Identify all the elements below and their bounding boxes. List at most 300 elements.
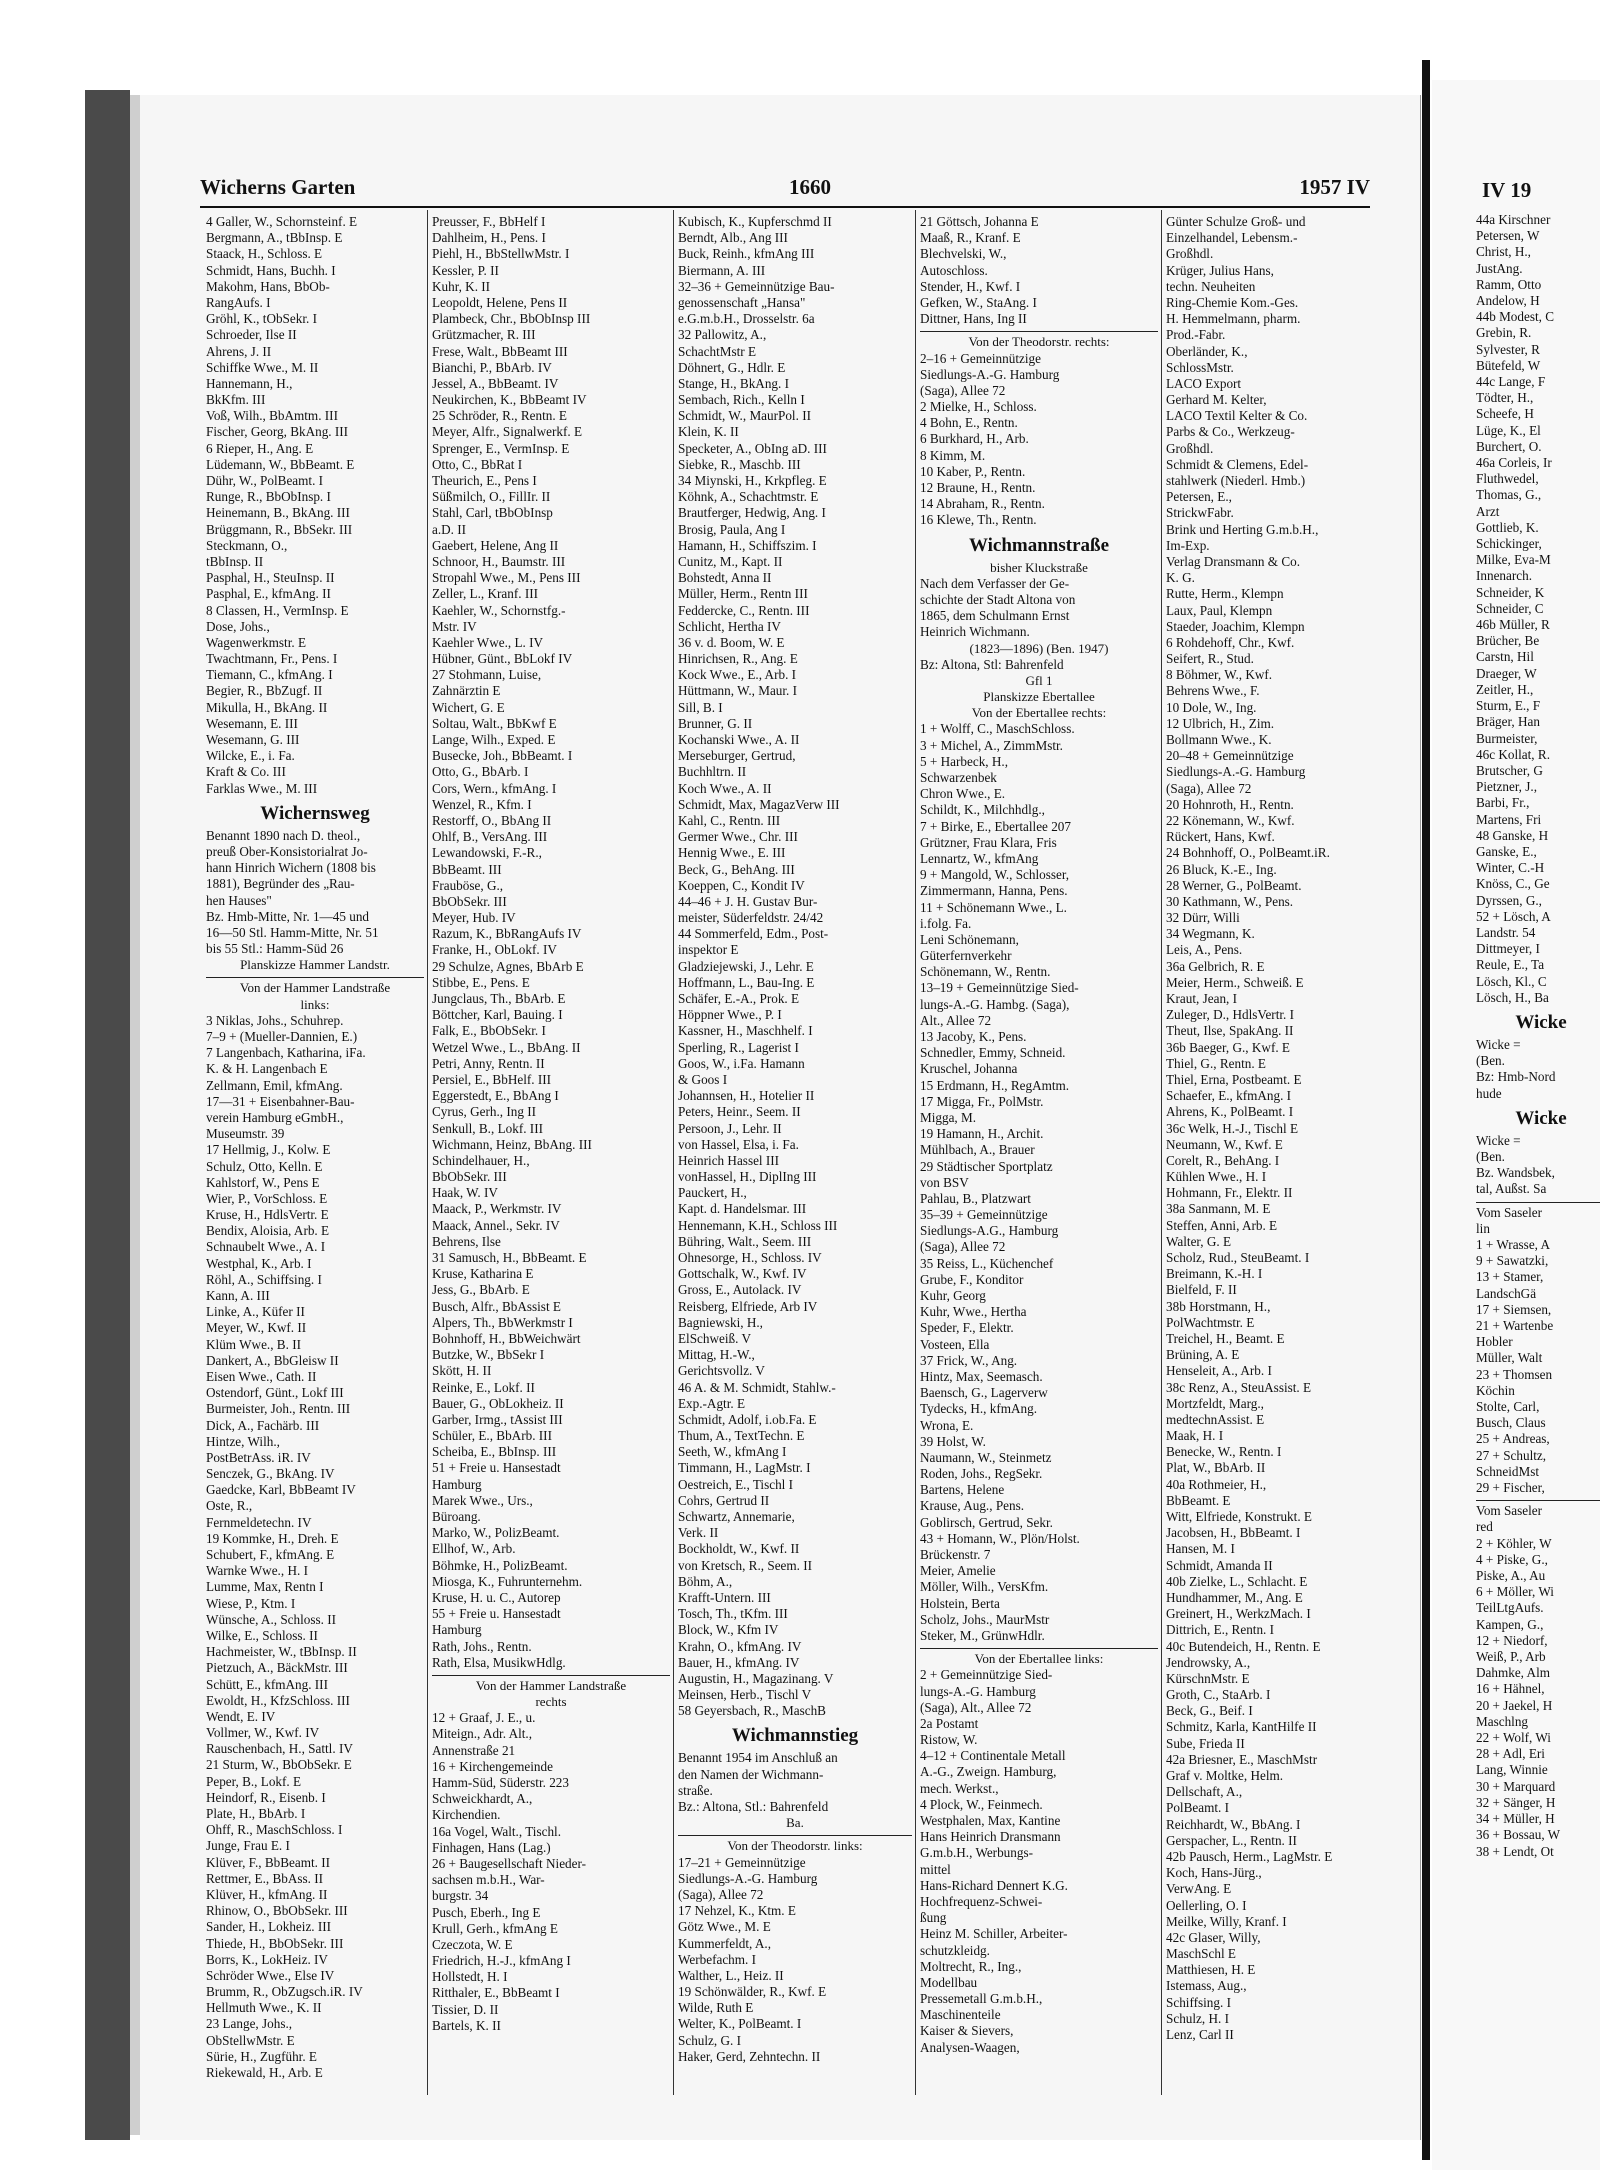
directory-entry: Schweickhardt, A., xyxy=(432,1791,533,1807)
directory-entry: 24 Bohnhoff, O., PolBeamt.iR. xyxy=(1166,845,1330,861)
section-subheading: bisher Kluckstraße xyxy=(990,559,1088,575)
directory-entry: Oellerling, O. I xyxy=(1166,1897,1247,1913)
directory-entry: Verk. II xyxy=(678,1525,719,1541)
directory-entry: Laux, Paul, Klempn xyxy=(1166,602,1273,618)
directory-entry: Gottschalk, W., Kwf. IV xyxy=(678,1266,807,1282)
directory-entry: 32–36 + Gemeinnützige Bau- xyxy=(678,278,835,294)
directory-entry: 16 Klewe, Th., Rentn. xyxy=(920,512,1037,528)
directory-entry: Thiede, H., BbObSekr. III xyxy=(206,1935,344,1951)
directory-entry: BbBeamt. E xyxy=(1166,1492,1231,1508)
directory-entry: PostBetrAss. iR. IV xyxy=(206,1449,311,1465)
directory-entry: 44b Modest, C xyxy=(1476,309,1555,325)
directory-entry: tal, Außst. Sa xyxy=(1476,1181,1547,1197)
directory-entry: Pressemetall G.m.b.H., xyxy=(920,1991,1043,2007)
directory-entry: SchlossMstr. xyxy=(1166,359,1234,375)
directory-entry: Wilcke, E., i. Fa. xyxy=(206,748,295,764)
directory-entry: Ring-Chemie Kom.-Ges. xyxy=(1166,294,1299,310)
directory-entry: 36c Welk, H.-J., Tischl E xyxy=(1166,1120,1299,1136)
directory-entry: Lang, Winnie xyxy=(1476,1762,1548,1778)
directory-entry: 7 Langenbach, Katharina, iFa. xyxy=(206,1045,366,1061)
directory-entry: Gröhl, K., tObSekr. I xyxy=(206,311,317,327)
directory-entry: Buchhltrn. II xyxy=(678,764,747,780)
directory-entry: 8 Kimm, M. xyxy=(920,447,986,463)
column-divider xyxy=(427,210,428,2095)
directory-entry: SchneidMst xyxy=(1476,1463,1540,1479)
directory-entry: 7–9 + (Mueller-Dannien, E.) xyxy=(206,1029,358,1044)
directory-entry: Kampen, G., xyxy=(1476,1616,1544,1632)
directory-entry: genossenschaft „Hansa" xyxy=(678,294,806,310)
directory-entry: Meyer, Hub. IV xyxy=(432,910,516,926)
directory-entry: Ahrens, J. II xyxy=(206,343,272,359)
directory-entry: Sembach, Rich., Kelln I xyxy=(678,392,805,408)
directory-entry: Moltrecht, R., Ing., xyxy=(920,1958,1022,1974)
directory-entry: 4 Bohn, E., Rentn. xyxy=(920,415,1018,431)
directory-entry: i.folg. Fa. xyxy=(920,915,972,931)
directory-entry: Kahlstorf, W., Pens E xyxy=(206,1174,320,1190)
directory-entry: Kann, A. III xyxy=(206,1288,270,1303)
directory-entry: verein Hamburg eGmbH., xyxy=(206,1109,344,1125)
directory-entry: 28 Werner, G., PolBeamt. xyxy=(1166,877,1302,893)
directory-entry: Pusch, Eberh., Ing E xyxy=(432,1904,541,1920)
directory-entry: Hansen, M. I xyxy=(1166,1541,1235,1557)
directory-entry: 29 Städtischer Sportplatz xyxy=(920,1158,1053,1174)
directory-entry: 30 Kathmann, W., Pens. xyxy=(1166,893,1294,909)
directory-entry: Junge, Frau E. I xyxy=(206,1838,290,1854)
directory-entry: Analysen-Waagen, xyxy=(920,2039,1020,2055)
directory-entry: 42b Pausch, Herm., LagMstr. E xyxy=(1166,1848,1333,1864)
directory-entry: lungs-A.-G. Hamburg xyxy=(920,1683,1036,1699)
directory-entry: Wilke, E., Schloss. II xyxy=(206,1627,318,1643)
directory-entry: Hamann, H., Schiffszim. I xyxy=(678,537,817,553)
section-subheading: Von der Hammer Landstraße xyxy=(475,1677,627,1693)
directory-entry: Leis, A., Pens. xyxy=(1166,942,1243,958)
directory-entry: 2 Mielke, H., Schloss. xyxy=(920,399,1037,415)
directory-entry: Draeger, W xyxy=(1476,665,1537,681)
directory-entry: Tydecks, H., kfmAng. xyxy=(920,1401,1038,1417)
directory-entry: Hollstedt, H. I xyxy=(432,1969,508,1985)
directory-entry: Gaebert, Helene, Ang II xyxy=(432,537,559,553)
directory-entry: Sperling, R., Lagerist I xyxy=(678,1039,799,1055)
directory-entry: Preusser, F., BbHelf I xyxy=(432,214,546,229)
directory-entry: 19 Kommke, H., Dreh. E xyxy=(206,1530,339,1546)
directory-entry: Dahmke, Alm xyxy=(1476,1665,1550,1681)
directory-entry: 34 + Müller, H xyxy=(1476,1811,1555,1827)
directory-entry: Schmidt, Amanda II xyxy=(1166,1557,1273,1573)
directory-entry: 21 Sturm, W., BbObSekr. E xyxy=(206,1757,352,1773)
directory-entry: BkKfm. III xyxy=(206,392,266,408)
directory-entry: 15 Erdmann, H., RegAmtm. xyxy=(920,1077,1070,1093)
directory-entry: Baensch, G., Lagerverw xyxy=(920,1385,1048,1401)
directory-entry: Lüdemann, W., BbBeamt. E xyxy=(206,456,355,472)
section-subheading: Gfl 1 xyxy=(1025,672,1053,688)
directory-entry: 32 Dürr, Willi xyxy=(1166,910,1240,926)
directory-entry: Mikulla, H., BkAng. II xyxy=(206,699,328,715)
directory-entry: 17 Nehzel, K., Ktm. E xyxy=(678,1903,796,1919)
directory-entry: Naumann, W., Steinmetz xyxy=(920,1449,1052,1465)
directory-entry: 46 A. & M. Schmidt, Stahlw.- xyxy=(678,1379,836,1395)
directory-entry: Hannemann, H., xyxy=(206,375,293,391)
section-subheading: Planskizze Hammer Landstr. xyxy=(240,957,390,973)
directory-entry: VerwAng. E xyxy=(1166,1881,1232,1897)
directory-entry: Blechvelski, W., xyxy=(920,246,1007,262)
directory-entry: 31 Samusch, H., BbBeamt. E xyxy=(432,1250,587,1265)
directory-entry: Krull, Gerh., kfmAng E xyxy=(432,1920,558,1936)
directory-entry: Jessel, A., BbBeamt. IV xyxy=(432,375,559,391)
directory-entry: Behrens, Ilse xyxy=(432,1233,501,1249)
directory-entry: Pietzuch, A., BäckMstr. III xyxy=(206,1660,348,1676)
directory-entry: Grützner, Frau Klara, Fris xyxy=(920,834,1057,850)
directory-entry: Farklas Wwe., M. III xyxy=(206,780,318,796)
directory-entry: A.-G., Zweign. Hamburg, xyxy=(920,1764,1057,1780)
directory-entry: Ristow, W. xyxy=(920,1732,978,1748)
directory-entry: Berndt, Alb., Ang III xyxy=(678,230,788,246)
directory-entry: Parbs & Co., Werkzeug- xyxy=(1166,424,1295,440)
directory-entry: von Kretsch, R., Seem. II xyxy=(678,1557,813,1573)
directory-entry: Lenz, Carl II xyxy=(1166,2027,1234,2042)
directory-entry: Bz.: Altona, Stl.: Bahrenfeld xyxy=(678,1799,829,1814)
street-heading: Wicke xyxy=(1515,1107,1567,1129)
directory-entry: Siedlungs-A.-G. Hamburg xyxy=(920,366,1060,382)
directory-entry: Goblirsch, Gertrud, Sekr. xyxy=(920,1514,1053,1530)
directory-entry: Breimann, K.-H. I xyxy=(1166,1266,1263,1282)
directory-entry: schutzkleidg. xyxy=(920,1942,990,1958)
section-rule xyxy=(206,977,424,978)
directory-entry: 29 Schulze, Agnes, BbArb E xyxy=(432,958,584,974)
directory-entry: Benecke, W., Rentn. I xyxy=(1166,1444,1282,1460)
directory-entry: Brutscher, G xyxy=(1476,762,1543,778)
directory-entry: Scheiba, E., BbInsp. III xyxy=(432,1444,557,1460)
directory-entry: 36b Baeger, G., Kwf. E xyxy=(1166,1039,1290,1055)
directory-entry: von BSV xyxy=(920,1174,969,1190)
directory-entry: Scholz, Johs., MaurMstr xyxy=(920,1611,1050,1627)
directory-entry: Welter, K., PolBeamt. I xyxy=(678,2016,802,2032)
directory-entry: Güterfernverkehr xyxy=(920,948,1012,964)
directory-entry: Hellmuth Wwe., K. II xyxy=(206,2000,322,2016)
directory-entry: Stange, H., BkAng. I xyxy=(678,375,789,391)
directory-entry: Schneider, C xyxy=(1476,600,1544,616)
section-rule xyxy=(1476,1202,1600,1203)
directory-entry: 44a Kirschner xyxy=(1476,212,1551,227)
directory-entry: Hans-Richard Dennert K.G. xyxy=(920,1877,1068,1893)
directory-entry: Wicke = xyxy=(1476,1132,1521,1148)
directory-entry: Wicke = xyxy=(1476,1036,1521,1052)
directory-entry: Zeitler, H., xyxy=(1476,681,1534,697)
directory-entry: straße. xyxy=(678,1782,713,1798)
film-edge-light xyxy=(130,95,140,2135)
directory-entry: Cyrus, Gerh., Ing II xyxy=(432,1104,537,1120)
header-rule xyxy=(200,206,1370,208)
directory-entry: Gladziejewski, J., Lehr. E xyxy=(678,958,814,974)
directory-entry: Kochanski Wwe., A. II xyxy=(678,732,800,747)
directory-entry: PolBeamt. I xyxy=(1166,1800,1230,1816)
directory-entry: Alt., Allee 72 xyxy=(920,1012,992,1028)
directory-entry: lungs-A.-G. Hambg. (Saga), xyxy=(920,996,1070,1012)
directory-entry: Kraut, Jean, I xyxy=(1166,991,1238,1006)
directory-entry: 27 + Schultz, xyxy=(1476,1447,1547,1463)
directory-entry: Bohstedt, Anna II xyxy=(678,570,772,586)
directory-entry: 8 Classen, H., VermInsp. E xyxy=(206,602,349,618)
directory-entry: Im-Exp. xyxy=(1166,537,1210,553)
directory-entry: 21 + Wartenbe xyxy=(1476,1318,1554,1333)
directory-entry: 52 + Lösch, A xyxy=(1476,908,1551,924)
directory-entry: Kessler, P. II xyxy=(432,262,499,278)
directory-entry: Czeczota, W. E xyxy=(432,1936,513,1952)
directory-entry: Exp.-Agtr. E xyxy=(678,1395,746,1411)
directory-entry: Butzke, W., BbSekr I xyxy=(432,1347,545,1363)
directory-entry: Böhmke, H., PolizBeamt. xyxy=(432,1557,568,1573)
directory-entry: Heinrich Hassel III xyxy=(678,1152,780,1168)
street-heading: Wichmannstieg xyxy=(731,1725,859,1747)
directory-entry: Schütt, E., kfmAng. III xyxy=(206,1676,328,1692)
directory-entry: Nach dem Verfasser der Ge- xyxy=(920,575,1070,591)
directory-entry: Zahnärztin E xyxy=(432,683,501,699)
directory-entry: Böhm, A., xyxy=(678,1573,733,1589)
section-rule xyxy=(1476,1500,1600,1501)
directory-entry: 4 + Piske, G., xyxy=(1476,1551,1548,1567)
directory-entry: Eggerstedt, E., BbAng I xyxy=(432,1088,559,1104)
directory-entry: Museumstr. 39 xyxy=(206,1126,285,1142)
directory-entry: Garber, Irmg., tAssist III xyxy=(432,1411,563,1427)
directory-entry: Alpers, Th., BbWerkmstr I xyxy=(432,1314,573,1330)
directory-entry: Tosch, Th., tKfm. III xyxy=(678,1606,788,1622)
directory-entry: Brücher, Be xyxy=(1476,633,1540,649)
directory-entry: Hans Heinrich Dransmann xyxy=(920,1829,1061,1845)
directory-entry: Schmitz, Karla, KantHilfe II xyxy=(1166,1719,1317,1735)
directory-entry: Brautferger, Hedwig, Ang. I xyxy=(678,505,826,521)
directory-entry: Andelow, H xyxy=(1476,293,1540,309)
directory-entry: SchachtMstr E xyxy=(678,343,757,359)
column-divider xyxy=(1161,210,1162,2095)
directory-entry: Peters, Heinr., Seem. II xyxy=(678,1104,801,1120)
directory-entry: Skött, H. II xyxy=(432,1363,492,1379)
directory-entry: Gefken, W., StaAng. I xyxy=(920,294,1037,310)
directory-entry: e.G.m.b.H., Drosselstr. 6a xyxy=(678,311,815,327)
directory-entry: Cohrs, Gertrud II xyxy=(678,1492,770,1508)
directory-entry: Ostendorf, Günt., Lokf III xyxy=(206,1385,344,1401)
directory-entry: mittel xyxy=(920,1861,951,1877)
column-3 xyxy=(678,214,912,2065)
column-divider xyxy=(915,210,916,2095)
directory-entry: red xyxy=(1476,1519,1493,1535)
directory-entry: 12 + Niedorf, xyxy=(1476,1632,1548,1648)
directory-entry: 21 Göttsch, Johanna E xyxy=(920,214,1039,229)
directory-entry: Sturm, E., F xyxy=(1476,698,1541,714)
directory-entry: Rückert, Hans, Kwf. xyxy=(1166,829,1275,845)
section-subheading: Von der Theodorstr. rechts: xyxy=(968,334,1110,350)
directory-entry: Seeth, W., kfmAng I xyxy=(678,1444,787,1460)
directory-entry: Hinrichsen, R., Ang. E xyxy=(678,651,798,667)
directory-entry: Bz: Altona, Stl: Bahrenfeld xyxy=(920,656,1064,672)
directory-entry: Migga, M. xyxy=(920,1109,977,1125)
directory-entry: Vosteen, Ella xyxy=(920,1336,990,1352)
directory-entry: StrickwFabr. xyxy=(1166,505,1234,521)
directory-entry: Linke, A., Küfer II xyxy=(206,1304,305,1320)
directory-entry: Walter, G. E xyxy=(1166,1233,1232,1249)
directory-entry: Wenzel, R., Kfm. I xyxy=(432,796,532,812)
directory-entry: Wrona, E. xyxy=(920,1417,974,1433)
directory-entry: Hachmeister, W., tBbInsp. II xyxy=(206,1644,357,1660)
directory-entry: 16—50 Stl. Hamm-Mitte, Nr. 51 xyxy=(206,924,379,940)
directory-entry: Günter Schulze Groß- und xyxy=(1166,214,1306,229)
directory-entry: 38c Renz, A., SteuAssist. E xyxy=(1166,1379,1312,1395)
section-subheading: (1823—1896) (Ben. 1947) xyxy=(969,640,1109,656)
directory-entry: Schlicht, Hertha IV xyxy=(678,618,781,634)
directory-entry: Schönemann, W., Rentn. xyxy=(920,964,1051,980)
directory-entry: 9 + Sawatzki, xyxy=(1476,1253,1549,1269)
directory-entry: Oberländer, K., xyxy=(1166,343,1248,359)
directory-entry: Riekewald, H., Arb. E xyxy=(206,2065,323,2080)
directory-entry: Steffen, Anni, Arb. E xyxy=(1166,1217,1278,1233)
directory-entry: 58 Geyersbach, R., MaschB xyxy=(678,1703,826,1719)
directory-entry: Schäfer, E.-A., Prok. E xyxy=(678,991,800,1006)
directory-entry: PolWachtmstr. E xyxy=(1166,1314,1255,1330)
directory-entry: Schröder Wwe., Else IV xyxy=(206,1967,335,1983)
directory-entry: 46c Kollat, R. xyxy=(1476,746,1550,762)
directory-entry: Theurich, E., Pens I xyxy=(432,473,537,488)
directory-entry: Thomas, G., xyxy=(1476,487,1542,503)
directory-entry: Schulz, Otto, Kelln. E xyxy=(206,1158,323,1174)
directory-entry: Siebke, R., Maschb. III xyxy=(678,456,801,472)
directory-entry: Heinz M. Schiller, Arbeiter- xyxy=(920,1926,1068,1942)
directory-entry: Dose, Johs., xyxy=(206,618,270,634)
directory-entry: Busch, Claus xyxy=(1476,1415,1546,1431)
directory-entry: Kaiser & Sievers, xyxy=(920,2023,1014,2039)
directory-entry: 2a Postamt xyxy=(920,1715,979,1731)
directory-entry: 2 + Köhler, W xyxy=(1476,1535,1552,1551)
directory-entry: BbObSekr. III xyxy=(432,893,507,909)
directory-entry: Müller, Walt xyxy=(1476,1350,1543,1366)
directory-entry: Bühring, Walt., Seem. III xyxy=(678,1233,812,1249)
directory-entry: Germer Wwe., Chr. III xyxy=(678,829,798,845)
directory-entry: Schmidt & Clemens, Edel- xyxy=(1166,456,1309,472)
directory-entry: 6 Rohdehoff, Chr., Kwf. xyxy=(1166,634,1295,650)
directory-entry: Benannt 1954 im Anschluß an xyxy=(678,1750,838,1766)
directory-entry: 22 + Wolf, Wi xyxy=(1476,1730,1551,1746)
directory-entry: Gerspacher, L., Rentn. II xyxy=(1166,1832,1297,1848)
directory-entry: 22 Könemann, W., Kwf. xyxy=(1166,812,1295,828)
directory-entry: K. G. xyxy=(1166,570,1195,586)
directory-entry: Brüning, A. E xyxy=(1166,1347,1240,1363)
directory-entry: 38a Sanmann, M. E xyxy=(1166,1201,1271,1217)
directory-entry: Beck, G., BehAng. III xyxy=(678,861,795,877)
directory-entry: Bz. Wandsbek, xyxy=(1476,1165,1555,1181)
directory-entry: Petersen, E., xyxy=(1166,489,1232,505)
directory-entry: 17–21 + Gemeinnützige xyxy=(678,1854,806,1870)
directory-entry: Ohlf, B., VersAng. III xyxy=(432,829,548,845)
directory-entry: burgstr. 34 xyxy=(432,1888,489,1904)
directory-entry: 25 + Andreas, xyxy=(1476,1431,1550,1447)
directory-entry: Busch, Alfr., BbAssist E xyxy=(432,1298,561,1314)
directory-entry: Arzt xyxy=(1476,503,1500,519)
directory-entry: 34 Miynski, H., Krkpfleg. E xyxy=(678,473,827,488)
directory-entry: Bartens, Helene xyxy=(920,1482,1005,1498)
directory-entry: 48 Ganske, H xyxy=(1476,827,1549,843)
directory-entry: Kraft & Co. III xyxy=(206,764,286,780)
directory-entry: Neumann, W., Kwf. E xyxy=(1166,1136,1283,1152)
directory-entry: Hintze, Wilh., xyxy=(206,1433,280,1449)
directory-entry: Schickinger, xyxy=(1476,536,1542,552)
directory-entry: Peper, B., Lokf. E xyxy=(206,1773,302,1789)
directory-entry: 38 + Lendt, Ot xyxy=(1476,1843,1554,1859)
directory-entry: Ramm, Otto xyxy=(1476,276,1542,292)
directory-entry: Lennartz, W., kfmAng xyxy=(920,850,1039,866)
directory-entry: Sube, Frieda II xyxy=(1166,1735,1245,1751)
next-page xyxy=(1432,80,1600,2170)
directory-entry: 17—31 + Eisenbahner-Bau- xyxy=(206,1093,355,1109)
directory-entry: Ganske, E., xyxy=(1476,843,1537,859)
directory-entry: Frauböse, G., xyxy=(432,877,504,893)
directory-entry: Kruse, Katharina E xyxy=(432,1266,534,1282)
directory-entry: Schmidt, Adolf, i.ob.Fa. E xyxy=(678,1411,817,1427)
directory-entry: Hennemann, K.H., Schloss III xyxy=(678,1217,838,1233)
directory-entry: Innenarch. xyxy=(1476,568,1533,584)
directory-entry: Witt, Elfriede, Konstrukt. E xyxy=(1166,1509,1312,1524)
directory-entry: Runge, R., BbObInsp. I xyxy=(206,489,331,505)
directory-entry: K. & H. Langenbach E xyxy=(206,1061,328,1077)
directory-entry: Twachtmann, Fr., Pens. I xyxy=(206,651,338,667)
directory-entry: von Hassel, Elsa, i. Fa. xyxy=(678,1136,799,1152)
directory-entry: Krüger, Julius Hans, xyxy=(1166,262,1274,278)
directory-entry: Schmidt, Max, MagazVerw III xyxy=(678,796,840,812)
directory-entry: Kubisch, K., Kupferschmd II xyxy=(678,214,832,229)
directory-entry: Stibbe, E., Pens. E xyxy=(432,974,530,990)
directory-entry: Maak, H. I xyxy=(1166,1428,1224,1444)
directory-entry: Großhdl. xyxy=(1166,246,1214,262)
directory-entry: Bz: Hmb-Nord xyxy=(1476,1069,1556,1085)
directory-entry: Verlag Dransmann & Co. xyxy=(1166,553,1301,569)
directory-entry: Piske, A., Au xyxy=(1476,1568,1546,1584)
directory-entry: G.m.b.H., Werbungs- xyxy=(920,1845,1033,1861)
directory-entry: Döhnert, G., Hdlr. E xyxy=(678,359,786,375)
directory-entry: Stropahl Wwe., M., Pens III xyxy=(432,570,581,586)
directory-entry: Thiel, Erna, Postbeamt. E xyxy=(1166,1071,1302,1087)
directory-entry: Grützmacher, R. III xyxy=(432,327,536,343)
directory-entry: 42a Briesner, E., MaschMstr xyxy=(1166,1751,1318,1767)
directory-entry: Petersen, W xyxy=(1476,228,1540,244)
directory-entry: Rauschenbach, H., Sattl. IV xyxy=(206,1741,353,1757)
directory-entry: Eisen Wwe., Cath. II xyxy=(206,1368,317,1384)
directory-entry: Burmeister, xyxy=(1476,730,1538,746)
directory-entry: Begier, R., BbZugf. II xyxy=(206,683,323,699)
directory-entry: Schüler, E., BbArb. III xyxy=(432,1428,552,1444)
directory-entry: Cors, Wern., kfmAng. I xyxy=(432,780,557,796)
directory-entry: Beck, G., Beif. I xyxy=(1166,1703,1253,1719)
directory-entry: 17 Migga, Fr., PolMstr. xyxy=(920,1093,1044,1109)
directory-entry: Holstein, Berta xyxy=(920,1595,1000,1611)
directory-entry: Oestreich, E., Tischl I xyxy=(678,1476,794,1492)
directory-entry: techn. Neuheiten xyxy=(1166,278,1256,294)
directory-entry: 40c Butendeich, H., Rentn. E xyxy=(1166,1638,1321,1654)
directory-entry: Ahrens, K., PolBeamt. I xyxy=(1166,1104,1294,1120)
directory-entry: Schubert, F., kfmAng. E xyxy=(206,1547,335,1562)
directory-entry: Matthiesen, H. E xyxy=(1166,1962,1256,1978)
directory-entry: Pasphal, H., SteuInsp. II xyxy=(206,570,335,586)
directory-entry: Goos, W., i.Fa. Hamann xyxy=(678,1055,805,1071)
directory-entry: 44c Lange, F xyxy=(1476,374,1546,390)
directory-entry: Persiel, E., BbHelf. III xyxy=(432,1071,552,1087)
directory-entry: Ellhof, W., Arb. xyxy=(432,1541,516,1557)
directory-entry: Brückenstr. 7 xyxy=(920,1547,991,1562)
directory-entry: Bauer, G., ObLokheiz. II xyxy=(432,1395,564,1411)
directory-entry: Steker, M., GrünwHdlr. xyxy=(920,1627,1045,1643)
directory-entry: Klein, K. II xyxy=(678,424,739,440)
directory-entry: lin xyxy=(1476,1220,1490,1236)
directory-entry: Lösch, H., Ba xyxy=(1476,989,1549,1005)
street-heading: Wichernsweg xyxy=(260,802,370,824)
directory-entry: Schwarzenbek xyxy=(920,770,997,785)
directory-entry: Plambeck, Chr., BbObInsp III xyxy=(432,311,591,327)
directory-entry: Krafft-Untern. III xyxy=(678,1589,771,1605)
